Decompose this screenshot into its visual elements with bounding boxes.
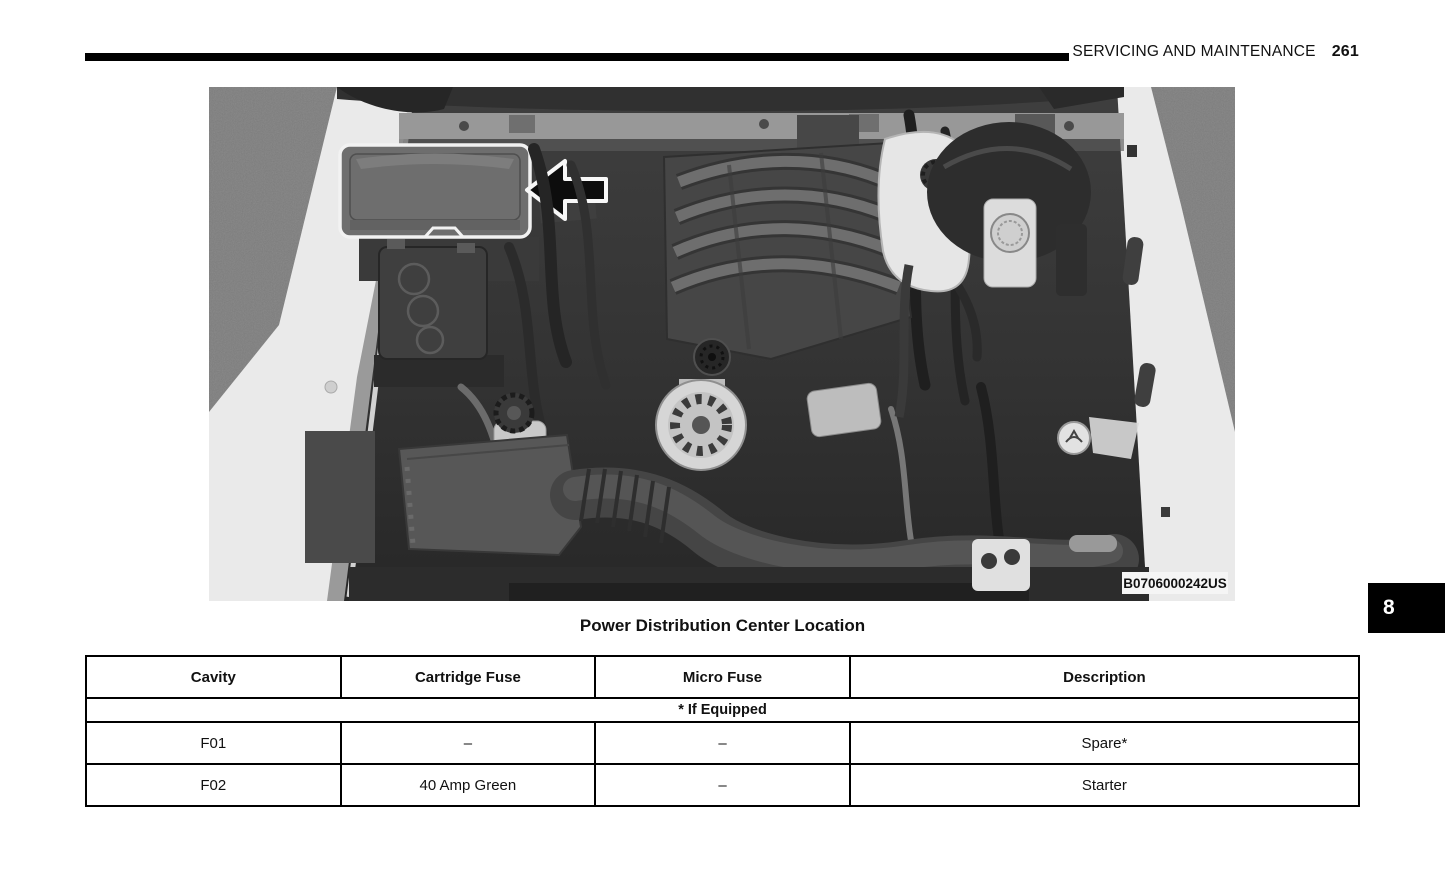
- cell-description: Spare*: [850, 722, 1359, 764]
- table-row-f01: [86, 722, 1359, 764]
- header-title: SERVICING AND MAINTENANCE: [1072, 43, 1316, 60]
- table-row-f02: [86, 764, 1359, 806]
- cell-cavity: F02: [86, 764, 341, 806]
- col-header-cavity: Cavity: [86, 656, 341, 698]
- watermark-text: B0706000242US: [1123, 576, 1227, 591]
- washer-fluid-cap: [1058, 417, 1139, 459]
- section-tab-label: 8: [1383, 596, 1395, 619]
- section-tab-8[interactable]: [1368, 583, 1445, 633]
- cell-micro-fuse: –: [595, 764, 850, 806]
- cell-cartridge-fuse: 40 Amp Green: [341, 764, 596, 806]
- alternator: [656, 379, 746, 470]
- cell-cavity: F01: [86, 722, 341, 764]
- cell-description: Starter: [850, 764, 1359, 806]
- engine-compartment-photo: [209, 87, 1235, 601]
- fuse-table: [85, 655, 1360, 807]
- battery: [374, 239, 504, 387]
- engine-compartment-illustration: [209, 87, 1235, 601]
- col-header-description: Description: [850, 656, 1359, 698]
- table-header-row: [86, 656, 1359, 698]
- figure-caption: Power Distribution Center Location: [579, 616, 866, 635]
- cell-micro-fuse: –: [595, 722, 850, 764]
- if-equipped-note: * If Equipped: [86, 698, 1359, 722]
- table-note-row: [86, 698, 1359, 722]
- col-header-cartridge-fuse: Cartridge Fuse: [341, 656, 596, 698]
- watermark-label: [1122, 572, 1228, 594]
- header-rule: [85, 53, 1069, 61]
- page-header: [1072, 43, 1359, 61]
- cell-cartridge-fuse: –: [341, 722, 596, 764]
- header-page-number: 261: [1331, 43, 1359, 60]
- col-header-micro-fuse: Micro Fuse: [595, 656, 850, 698]
